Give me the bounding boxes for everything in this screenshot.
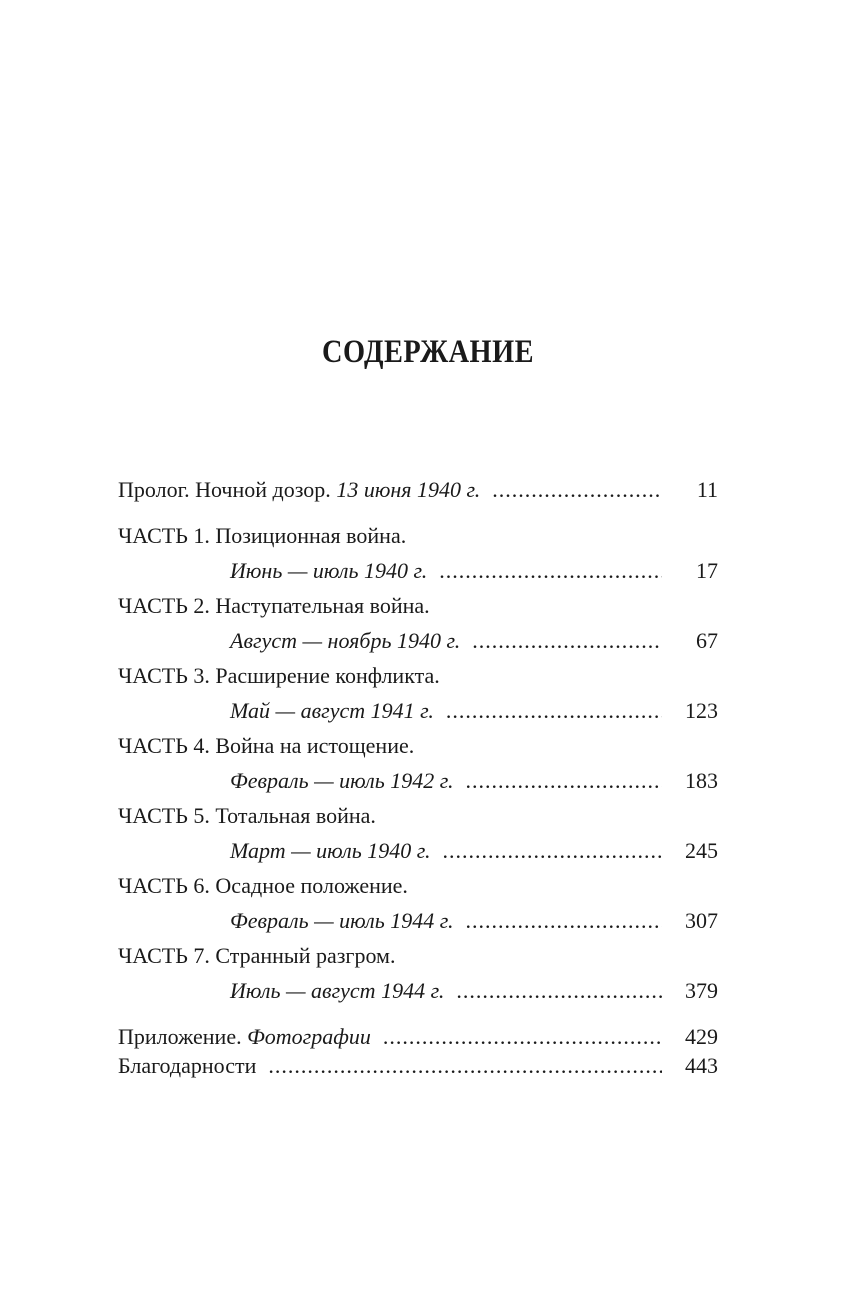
page-number: 429 xyxy=(685,1024,718,1049)
page-number: 307 xyxy=(685,908,718,933)
toc-entry-part-5[interactable] xyxy=(118,798,718,868)
dot-leader xyxy=(466,763,662,798)
part-heading: ЧАСТЬ 5. Тотальная война. xyxy=(118,803,376,828)
entry-title: Приложение. Фотографии xyxy=(118,1024,371,1049)
toc-entry-prologue[interactable] xyxy=(118,472,718,507)
dot-leader xyxy=(439,553,662,588)
part-period: Август — ноябрь 1940 г. xyxy=(230,628,461,653)
toc-entry-part-3[interactable] xyxy=(118,658,718,728)
part-heading: ЧАСТЬ 4. Война на истощение. xyxy=(118,733,415,758)
dot-leader xyxy=(443,833,662,868)
part-heading: ЧАСТЬ 3. Расширение конфликта. xyxy=(118,663,440,688)
page-number: 245 xyxy=(685,838,718,863)
entry-title: Пролог. Ночной дозор. 13 июня 1940 г. xyxy=(118,477,481,502)
toc-entry-part-7[interactable] xyxy=(118,938,718,1008)
dot-leader xyxy=(268,1048,662,1083)
part-period: Июнь — июль 1940 г. xyxy=(230,558,428,583)
part-period: Июль — август 1944 г. xyxy=(230,978,445,1003)
dot-leader xyxy=(492,472,662,507)
part-heading: ЧАСТЬ 2. Наступательная война. xyxy=(118,593,430,618)
dot-leader xyxy=(472,623,662,658)
entry-title: Благодарности xyxy=(118,1053,257,1078)
toc-entry-part-6[interactable] xyxy=(118,868,718,938)
toc-entry-part-4[interactable] xyxy=(118,728,718,798)
table-of-contents xyxy=(118,472,718,1083)
page-number: 67 xyxy=(696,628,718,653)
page-number: 183 xyxy=(685,768,718,793)
toc-entry-part-1[interactable] xyxy=(118,518,718,588)
toc-entry-part-2[interactable] xyxy=(118,588,718,658)
dot-leader xyxy=(456,973,662,1008)
dot-leader xyxy=(446,693,662,728)
part-period: Май — август 1941 г. xyxy=(230,698,434,723)
toc-entry-acknowledgements[interactable] xyxy=(118,1048,718,1083)
page-number: 123 xyxy=(685,698,718,723)
part-heading: ЧАСТЬ 7. Странный разгром. xyxy=(118,943,396,968)
page-number: 11 xyxy=(696,477,718,502)
page-number: 17 xyxy=(696,558,718,583)
part-period: Март — июль 1940 г. xyxy=(230,838,431,863)
page-number: 443 xyxy=(685,1053,718,1078)
part-heading: ЧАСТЬ 6. Осадное положение. xyxy=(118,873,408,898)
part-period: Февраль — июль 1942 г. xyxy=(230,768,454,793)
page-title: СОДЕРЖАНИЕ xyxy=(322,334,534,370)
dot-leader xyxy=(466,903,662,938)
page-number: 379 xyxy=(685,978,718,1003)
part-period: Февраль — июль 1944 г. xyxy=(230,908,454,933)
part-heading: ЧАСТЬ 1. Позиционная война. xyxy=(118,523,407,548)
